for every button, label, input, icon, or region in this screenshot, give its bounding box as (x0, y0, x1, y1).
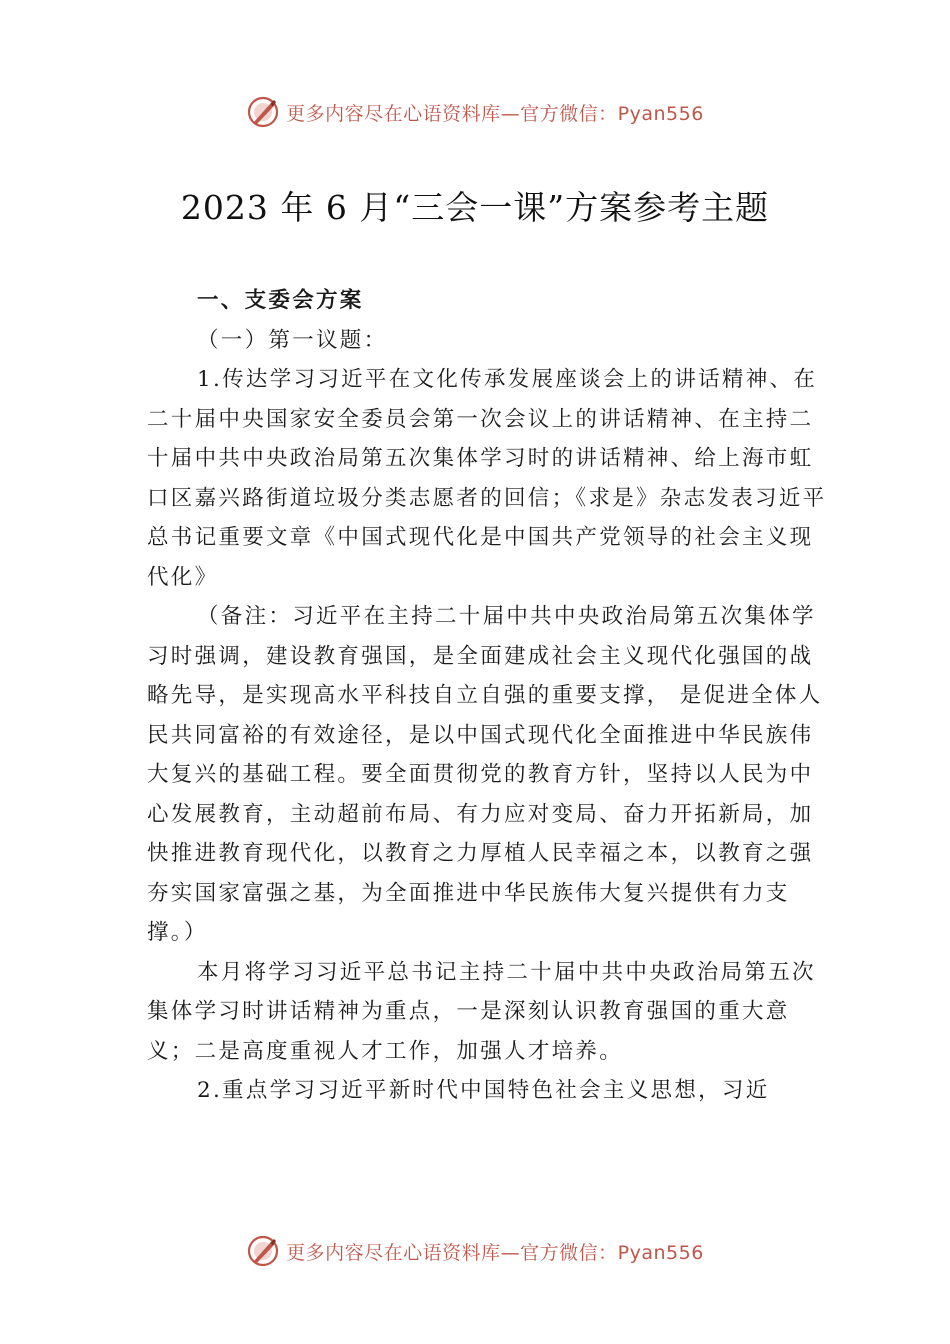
watermark-footer (0, 1234, 950, 1268)
section-heading: 一、支委会方案 (197, 288, 364, 313)
seal-pen-icon (246, 95, 280, 129)
paragraph-1: 1.传达学习习近平在文化传承发展座谈会上的讲话精神、在二十届中央国家安全委员会第一次会议上的讲话精神、在主持二十届中共中央政治局第五次集体学习时的讲话精神、给上海市虹口区嘉兴路街道垃圾分类志愿者的回信；《求是》杂志发表习近平总书记重要文章《中国式现代化是中国共产党领导的社会主义现代化》 (147, 367, 827, 590)
paragraph-2: 2.重点学习习近平新时代中国特色社会主义思想，习近 (197, 1078, 770, 1103)
watermark-header (0, 95, 950, 129)
watermark-text: 更多内容尽在心语资料库—官方微信：Pyan556 (286, 1241, 704, 1264)
watermark-text: 更多内容尽在心语资料库—官方微信：Pyan556 (286, 102, 704, 125)
subsection-heading: （一）第一议题： (197, 327, 388, 353)
paragraph-focus: 本月将学习习近平总书记主持二十届中共中央政治局第五次集体学习时讲话精神为重点，一是深刻认识教育强国的重大意义；二是高度重视人才工作，加强人才培养。 (147, 959, 816, 1064)
document-title: 2023 年 6 月“三会一课”方案参考主题 (180, 188, 770, 227)
seal-pen-icon (246, 1234, 280, 1268)
document-body (147, 281, 837, 1111)
paragraph-note: （备注：习近平在主持二十届中共中央政治局第五次集体学习时强调，建设教育强国，是全面建成社会主义现代化强国的战略先导，是实现高水平科技自立自强的重要支撑， 是促进全体人民共同富裕的有效途径，是以中国式现代化全面推进中华民族伟大复兴的基础工程。要全面贯彻党的教育方针，坚持以人民为中心发展教育，主动超前布局、有力应对变局、奋力开拓新局，加快推进教育现代化，以教育之力厚植人民幸福之本，以教育之强夯实国家富强之基，为全面推进中华民族伟大复兴提供有力支撑。） (147, 604, 823, 945)
